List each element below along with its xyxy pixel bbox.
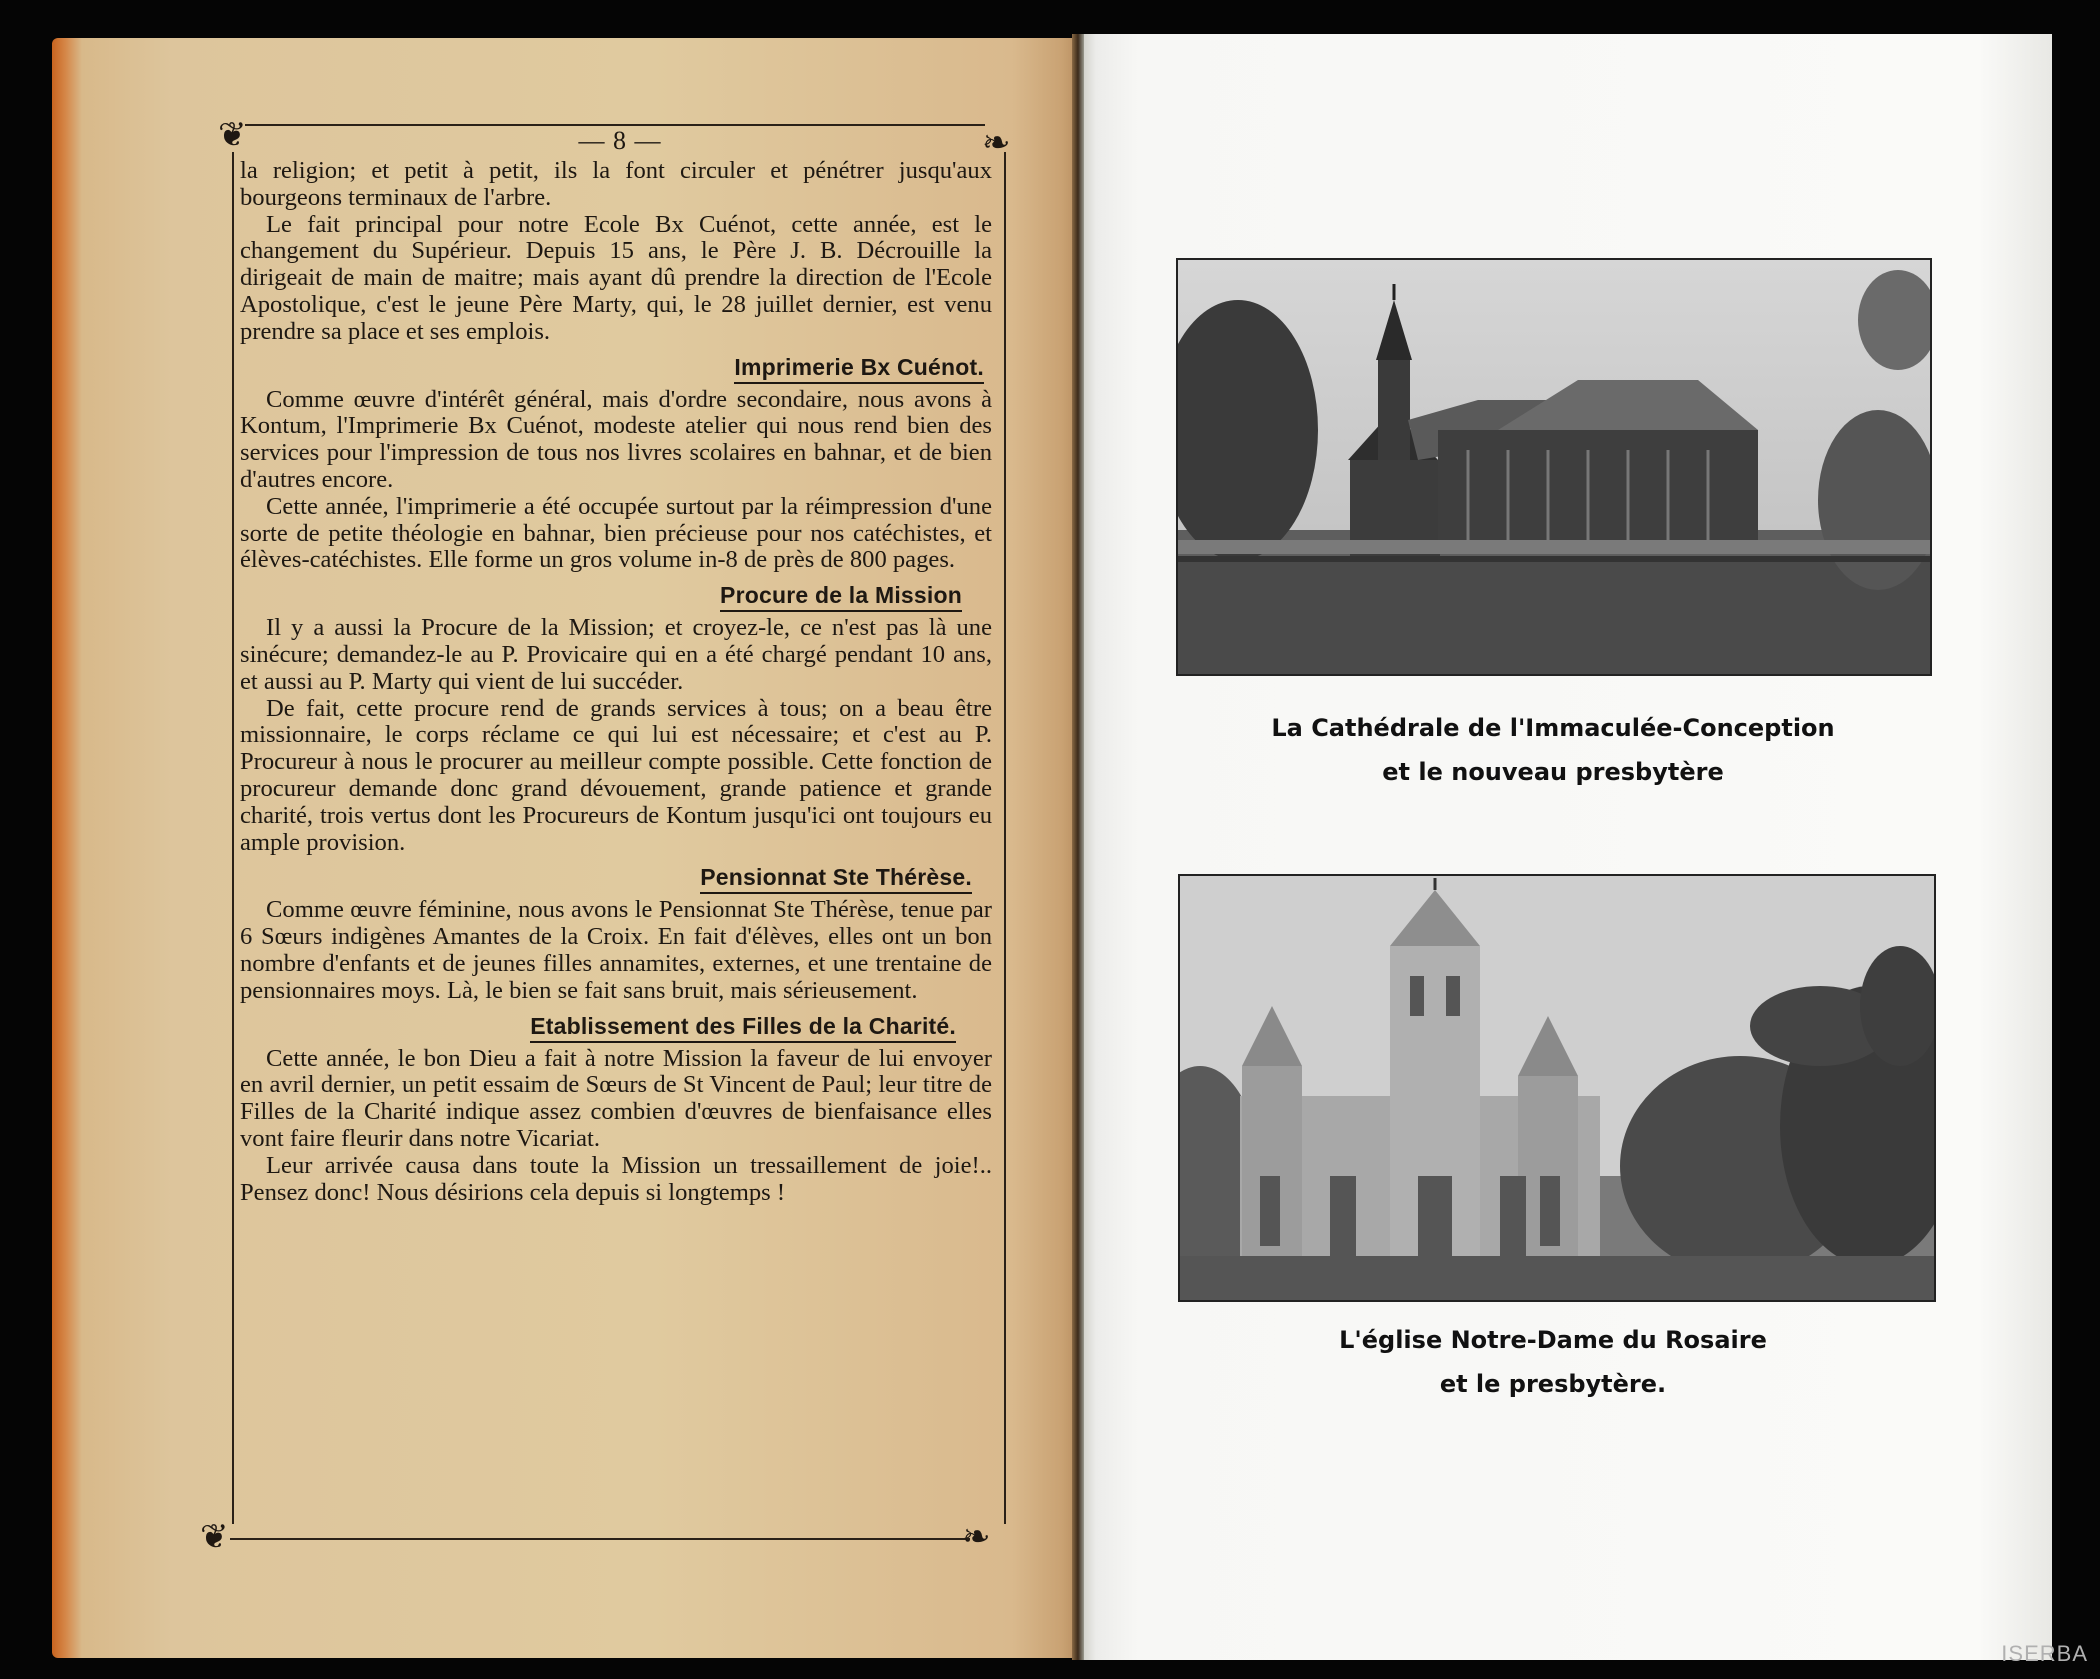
paragraph: De fait, cette procure rend de grands services à tous; on a beau être missionnaire, le corps réclame ce qui lui est nécessaire; et c'est au P. Procureur à nous le procurer au meilleur compte possible. Cette fonction de procureur demande donc grand dévouement, grande patience et grande charité, trois vertus dont les Procureurs de Kontum jusqu'ici ont toujours eu ample provision. [240,694,992,856]
left-page-text-column [240,158,992,1206]
caption-line: et le nouveau presbytère [1382,758,1724,786]
caption-line: L'église Notre-Dame du Rosaire [1339,1326,1767,1354]
frame-right-rule [1004,152,1006,1524]
corner-ornament-icon: ❦ [218,115,247,155]
frame-left-rule [232,152,234,1524]
corner-ornament-icon: ❧ [982,123,1011,163]
paragraph: Leur arrivée causa dans toute la Mission un tressaillement de joie!.. Pensez donc! Nous désirions cela depuis si longtemps ! [240,1151,992,1206]
frame-bottom-rule [230,1538,970,1540]
caption-line: La Cathédrale de l'Immaculée-Conception [1271,714,1835,742]
cathedral-caption [1203,706,1903,794]
corner-ornament-icon: ❦ [200,1517,229,1557]
watermark: ISERBA [2001,1641,2088,1666]
paragraph: Comme œuvre d'intérêt général, mais d'ordre secondaire, nous avons à Kontum, l'Imprimerie Bx Cuénot, modeste atelier qui nous rend bien des services pour l'impression de tous nos livres scolaires en bahnar, et de bien d'autres encore. [240,385,992,493]
paragraph: Il y a aussi la Procure de la Mission; et croyez-le, ce n'est pas là une sinécure; demandez-le au P. Provicaire qui en a été chargé pendant 10 ans, et aussi au P. Marty qui vient de lui succéder. [240,614,992,695]
paragraph: Comme œuvre féminine, nous avons le Pensionnat Ste Thérèse, tenue par 6 Sœurs indigènes Amantes de la Croix. En fait d'élèves, elles ont un bon nombre d'enfants et de jeunes filles annamites, externes, et une trentaine de pensionnaires moys. Là, le bien se fait sans bruit, mais sérieusement. [240,896,992,1004]
book-gutter [1072,34,1084,1660]
paragraph: Cette année, le bon Dieu a fait à notre Mission la faveur de lui envoyer en avril dernier, un petit essaim de Sœurs de St Vincent de Paul; leur titre de Filles de la Charité indique assez combien d'œuvres de bienfaisance elles vont faire fleurir dans notre Vicariat. [240,1044,992,1152]
paragraph: Le fait principal pour notre Ecole Bx Cuénot, cette année, est le changement du Supérieur. Depuis 15 ans, le Père J. B. Décrouille la dirigeait de main de maitre; mais ayant dû prendre la direction de l'Ecole Apostolique, c'est le jeune Père Marty, qui, le 28 juillet dernier, est venu prendre sa place et ses emplois. [240,210,992,345]
paragraph: la religion; et petit à petit, ils la font circuler et pénétrer jusqu'aux bourgeons terminaux de l'arbre. [240,157,992,211]
page-number: — 8 — [578,126,662,155]
caption-line: et le presbytère. [1439,1370,1667,1398]
cathedral-photo [1176,258,1932,676]
paragraph: Cette année, l'imprimerie a été occupée surtout par la réimpression d'une sorte de petite théologie en bahnar, bien précieuse pour nos catéchistes, et élèves-catéchistes. Elle forme un gros volume in-8 de près de 800 pages. [240,492,992,574]
corner-ornament-icon: ❧ [962,1517,991,1557]
section-heading: Procure de la Mission [240,574,992,615]
section-heading: Etablissement des Filles de la Charité. [240,1005,992,1046]
section-heading: Pensionnat Ste Thérèse. [240,856,992,897]
church-photo [1178,874,1936,1302]
church-caption [1203,1318,1903,1406]
section-heading: Imprimerie Bx Cuénot. [240,346,992,387]
